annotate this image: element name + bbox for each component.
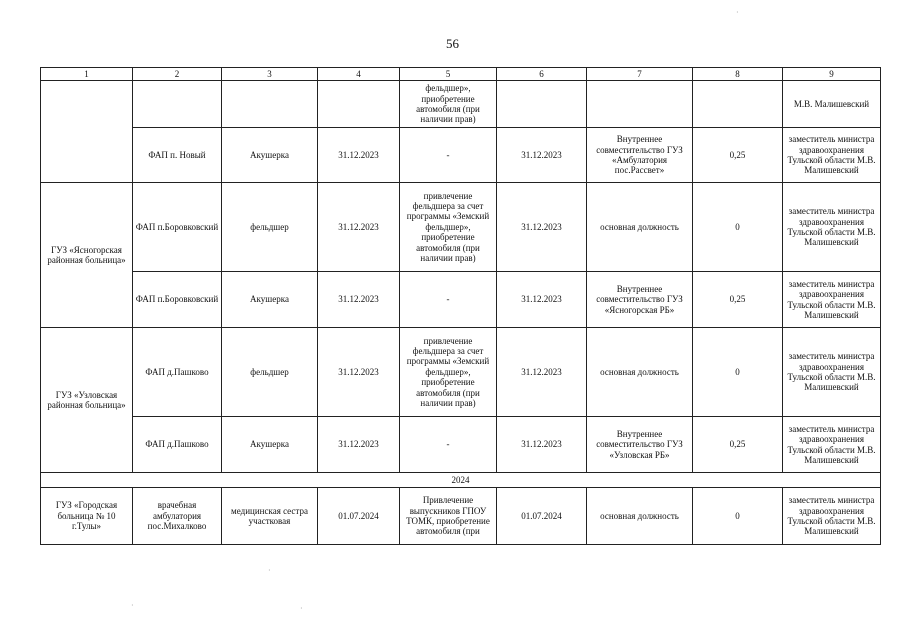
date-cell: 01.07.2024 xyxy=(318,488,400,545)
page-number: 56 xyxy=(446,36,459,51)
employment-type-cell: Внутреннее совместительство ГУЗ «Узловская РБ» xyxy=(587,417,693,473)
facility-cell: ФАП п.Боровковский xyxy=(133,183,222,272)
measures-cell: - xyxy=(400,417,497,473)
position-cell: медицинская сестра участковая xyxy=(222,488,318,545)
year-label: 2024 xyxy=(41,473,881,488)
employment-type-cell xyxy=(587,81,693,128)
column-number-9: 9 xyxy=(783,68,881,81)
rate-cell: 0 xyxy=(693,183,783,272)
facility-cell: ФАП п. Новый xyxy=(133,128,222,183)
position-cell: Акушерка xyxy=(222,417,318,473)
responsible-cell: заместитель министра здравоохранения Тульской области М.В. Малишевский xyxy=(783,183,881,272)
date-cell xyxy=(318,81,400,128)
deadline-cell: 31.12.2023 xyxy=(497,272,587,328)
measures-cell: привлечение фельдшера за счет программы «Земский фельдшер», приобретение автомобиля (при наличии прав) xyxy=(400,328,497,417)
facility-cell xyxy=(133,81,222,128)
table-row xyxy=(41,183,881,272)
scan-speck: · xyxy=(268,566,271,575)
employment-type-cell: основная должность xyxy=(587,183,693,272)
deadline-cell: 31.12.2023 xyxy=(497,328,587,417)
column-number-7: 7 xyxy=(587,68,693,81)
responsible-cell: М.В. Малишевский xyxy=(783,81,881,128)
facility-cell: ФАП д.Пашково xyxy=(133,417,222,473)
date-cell: 31.12.2023 xyxy=(318,272,400,328)
organization-cell xyxy=(41,81,133,183)
employment-type-cell: основная должность xyxy=(587,328,693,417)
responsible-cell: заместитель министра здравоохранения Тульской области М.В. Малишевский xyxy=(783,417,881,473)
date-cell: 31.12.2023 xyxy=(318,328,400,417)
scan-speck: · xyxy=(131,601,134,610)
table-row xyxy=(41,328,881,417)
responsible-cell: заместитель министра здравоохранения Тульской области М.В. Малишевский xyxy=(783,328,881,417)
organization-cell: ГУЗ «Ясногорская районная больница» xyxy=(41,183,133,328)
table-row xyxy=(41,272,881,328)
deadline-cell: 01.07.2024 xyxy=(497,488,587,545)
rate-cell: 0,25 xyxy=(693,417,783,473)
employment-type-cell: Внутреннее совместительство ГУЗ «Амбулатория пос.Рассвет» xyxy=(587,128,693,183)
employment-type-cell: Внутреннее совместительство ГУЗ «Ясногорская РБ» xyxy=(587,272,693,328)
column-number-1: 1 xyxy=(41,68,133,81)
position-cell: фельдшер xyxy=(222,328,318,417)
responsible-cell: заместитель министра здравоохранения Тульской области М.В. Малишевский xyxy=(783,272,881,328)
year-row xyxy=(41,473,881,488)
plan-table xyxy=(40,67,881,545)
deadline-cell xyxy=(497,81,587,128)
table-row xyxy=(41,128,881,183)
rate-cell: 0 xyxy=(693,328,783,417)
deadline-cell: 31.12.2023 xyxy=(497,183,587,272)
rate-cell xyxy=(693,81,783,128)
measures-cell: - xyxy=(400,128,497,183)
measures-cell: привлечение фельдшера за счет программы «Земский фельдшер», приобретение автомобиля (при наличии прав) xyxy=(400,183,497,272)
table-row xyxy=(41,417,881,473)
date-cell: 31.12.2023 xyxy=(318,417,400,473)
date-cell: 31.12.2023 xyxy=(318,128,400,183)
position-cell: фельдшер xyxy=(222,183,318,272)
responsible-cell: заместитель министра здравоохранения Тульской области М.В. Малишевский xyxy=(783,128,881,183)
column-number-5: 5 xyxy=(400,68,497,81)
rate-cell: 0,25 xyxy=(693,128,783,183)
rate-cell: 0,25 xyxy=(693,272,783,328)
deadline-cell: 31.12.2023 xyxy=(497,128,587,183)
column-number-6: 6 xyxy=(497,68,587,81)
table-row xyxy=(41,81,881,128)
column-number-8: 8 xyxy=(693,68,783,81)
facility-cell: ФАП д.Пашково xyxy=(133,328,222,417)
facility-cell: врачебная амбулатория пос.Михалково xyxy=(133,488,222,545)
position-cell xyxy=(222,81,318,128)
column-number-4: 4 xyxy=(318,68,400,81)
position-cell: Акушерка xyxy=(222,128,318,183)
scan-speck: · xyxy=(736,8,739,17)
date-cell: 31.12.2023 xyxy=(318,183,400,272)
position-cell: Акушерка xyxy=(222,272,318,328)
employment-type-cell: основная должность xyxy=(587,488,693,545)
scan-speck: · xyxy=(300,604,303,613)
facility-cell: ФАП п.Боровковский xyxy=(133,272,222,328)
organization-cell: ГУЗ «Узловская районная больница» xyxy=(41,328,133,473)
measures-cell: Привлечение выпускников ГПОУ ТОМК, приобретение автомобиля (при xyxy=(400,488,497,545)
column-number-3: 3 xyxy=(222,68,318,81)
table-row xyxy=(41,488,881,545)
measures-cell: - xyxy=(400,272,497,328)
deadline-cell: 31.12.2023 xyxy=(497,417,587,473)
organization-cell: ГУЗ «Городская больница № 10 г.Тулы» xyxy=(41,488,133,545)
responsible-cell: заместитель министра здравоохранения Тульской области М.В. Малишевский xyxy=(783,488,881,545)
measures-cell: фельдшер», приобретение автомобиля (при наличии прав) xyxy=(400,81,497,128)
header-row xyxy=(41,68,881,81)
column-number-2: 2 xyxy=(133,68,222,81)
rate-cell: 0 xyxy=(693,488,783,545)
